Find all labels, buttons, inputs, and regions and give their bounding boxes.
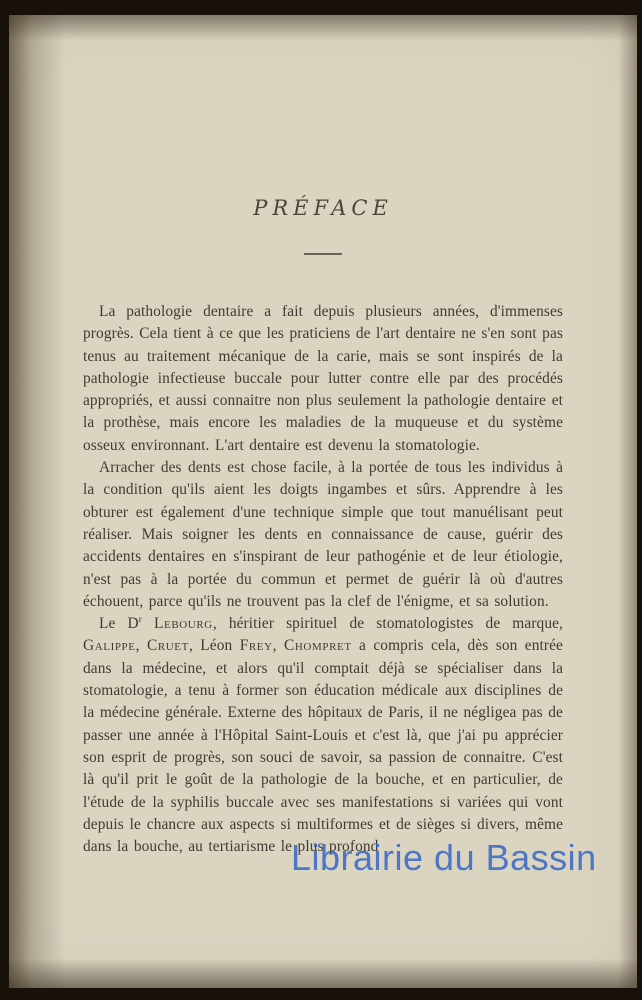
paragraph: Arracher des dents est chose facile, à la portée de tous les individus à la condition qu'ils aient les doigts ingambes et sûrs. Apprendre à les obturer est également d'une technique simple que tout manuélisant peut réaliser. Mais soigner les dents en connaissance de cause, guérir des accidents dentaires en s'inspirant de leur pathogénie et de leur étiologie, n'est pas à la portée du commun et permet de guérir là où d'autres échouent, parce qu'ils ne trouvent pas la clef de l'énigme, et sa solution. <box>83 459 563 610</box>
title-rule <box>304 253 342 255</box>
page-title: PRÉFACE <box>253 196 393 220</box>
paragraph: Le $D^r$ Lebourg, héritier spirituel de stomatologistes de marque, Galippe, Cruet, Léon Frey, Chompret a compris cela, dès son entrée dans la médecine, et alors qu'il comptait déjà se spécialiser dans la stomatologie, a tenu à former son éducation médicale aux disciplines de la médecine générale. Externe des hôpitaux de Paris, il ne négligea pas de passer une année à l'Hôpital Saint-Louis et c'est là, que j'ai pu apprécier son esprit de progrès, son souci de savoir, sa passion de connaitre. C'est là qu'il prit le goût de la pathologie de la bouche, et en particulier, de l'étude de la syphilis buccale avec ses manifestations si variées qui vont depuis le chancre aux aspects si multiformes et de sièges si divers, même dans la bouche, au tertiarisme le plus profond <box>83 615 563 856</box>
watermark: Librairie du Bassin <box>291 837 597 878</box>
book-page <box>9 15 637 988</box>
paragraph: La pathologie dentaire a fait depuis plusieurs années, d'immenses progrès. Cela tient à ce que les praticiens de l'art dentaire ne s'en sont pas tenus au traitement mécanique de la carie, mais se sont inspirés de la pathologie infectieuse buccale pour lutter contre elle par des procédés appropriés, et aussi connaitre non plus seulement la pathologie dentaire et la prothèse, mais encore les maladies de la muqueuse et du système osseux environnant. L'art dentaire est devenu la stomatologie. <box>83 303 563 454</box>
body-text <box>83 301 563 858</box>
